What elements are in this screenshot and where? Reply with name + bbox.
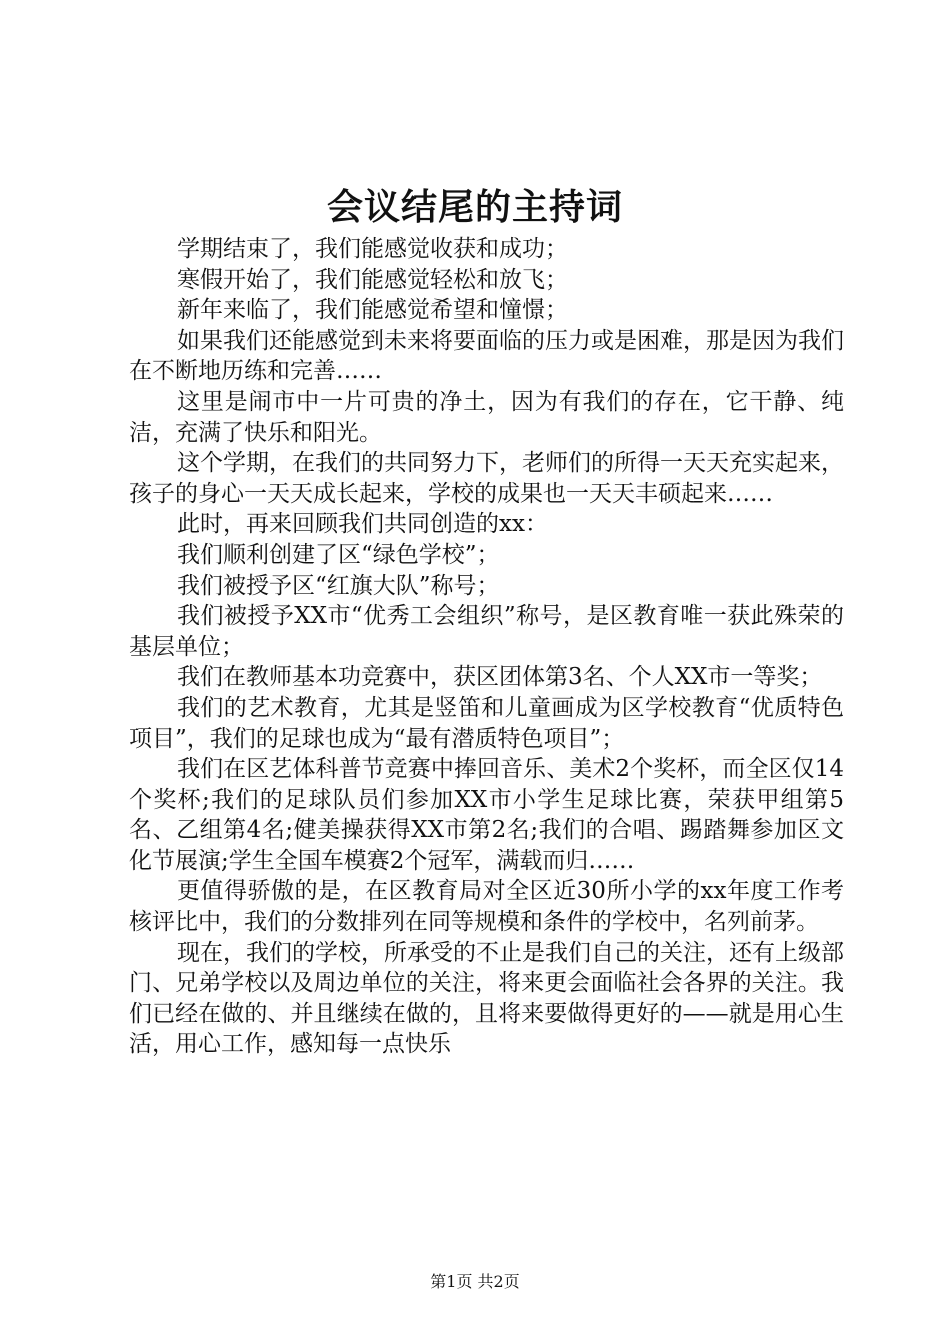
paragraph: 新年来临了，我们能感觉希望和憧憬； <box>177 297 568 324</box>
paragraph: 学期结束了，我们能感觉收获和成功； <box>177 236 568 262</box>
paragraph: 这个学期，在我们的共同努力下，老师们的所得一天天充实起来，孩子的身心一天天成长起来，学校的成果也一天天丰硕起来…… <box>129 450 844 507</box>
paragraph: 我们顺利创建了区“绿色学校”； <box>177 541 500 568</box>
paragraph: 更值得骄傲的是，在区教育局对全区近30所小学的xx年度工作考核评比中，我们的分数排列在同等规模和条件的学校中，名列前茅。 <box>129 878 844 936</box>
paragraph: 此时，再来回顾我们共同创造的xx： <box>177 511 548 538</box>
paragraph: 我们被授予XX市“优秀工会组织”称号，是区教育唯一获此殊荣的基层单位； <box>129 603 844 660</box>
paragraph: 我们在教师基本功竞赛中，获区团体第3名、个人XX市一等奖； <box>177 664 823 691</box>
paragraph: 这里是闹市中一片可贵的净土，因为有我们的存在，它干静、纯洁，充满了快乐和阳光。 <box>129 388 844 446</box>
paragraph: 如果我们还能感觉到未来将要面临的压力或是困难，那是因为我们在不断地历练和完善…… <box>129 327 844 385</box>
document-body <box>129 234 844 1060</box>
paragraph: 现在，我们的学校，所承受的不止是我们自己的关注，还有上级部门、兄弟学校以及周边单位的关注，将来更会面临社会各界的关注。我们已经在做的、并且继续在做的，且将来要做得更好的——就是用心生活，用心工作，感知每一点快乐 <box>129 939 844 1058</box>
page-footer: 第1页 共2页 <box>430 1272 520 1291</box>
paragraph: 我们被授予区“红旗大队”称号； <box>177 572 500 599</box>
document-title: 会议结尾的主持词 <box>326 186 623 228</box>
paragraph: 我们在区艺体科普节竞赛中捧回音乐、美术2个奖杯，而全区仅14个奖杯;我们的足球队员们参加XX市小学生足球比赛，荣获甲组第5名、乙组第4名;健美操获得XX市第2名;我们的合唱、踢踏舞参加区文化节展演;学生全国车模赛2个冠军，满载而归…… <box>129 756 844 874</box>
paragraph: 寒假开始了，我们能感觉轻松和放飞； <box>177 266 568 293</box>
paragraph: 我们的艺术教育，尤其是竖笛和儿童画成为区学校教育“优质特色项目”，我们的足球也成为“最有潜质特色项目”； <box>129 694 844 752</box>
